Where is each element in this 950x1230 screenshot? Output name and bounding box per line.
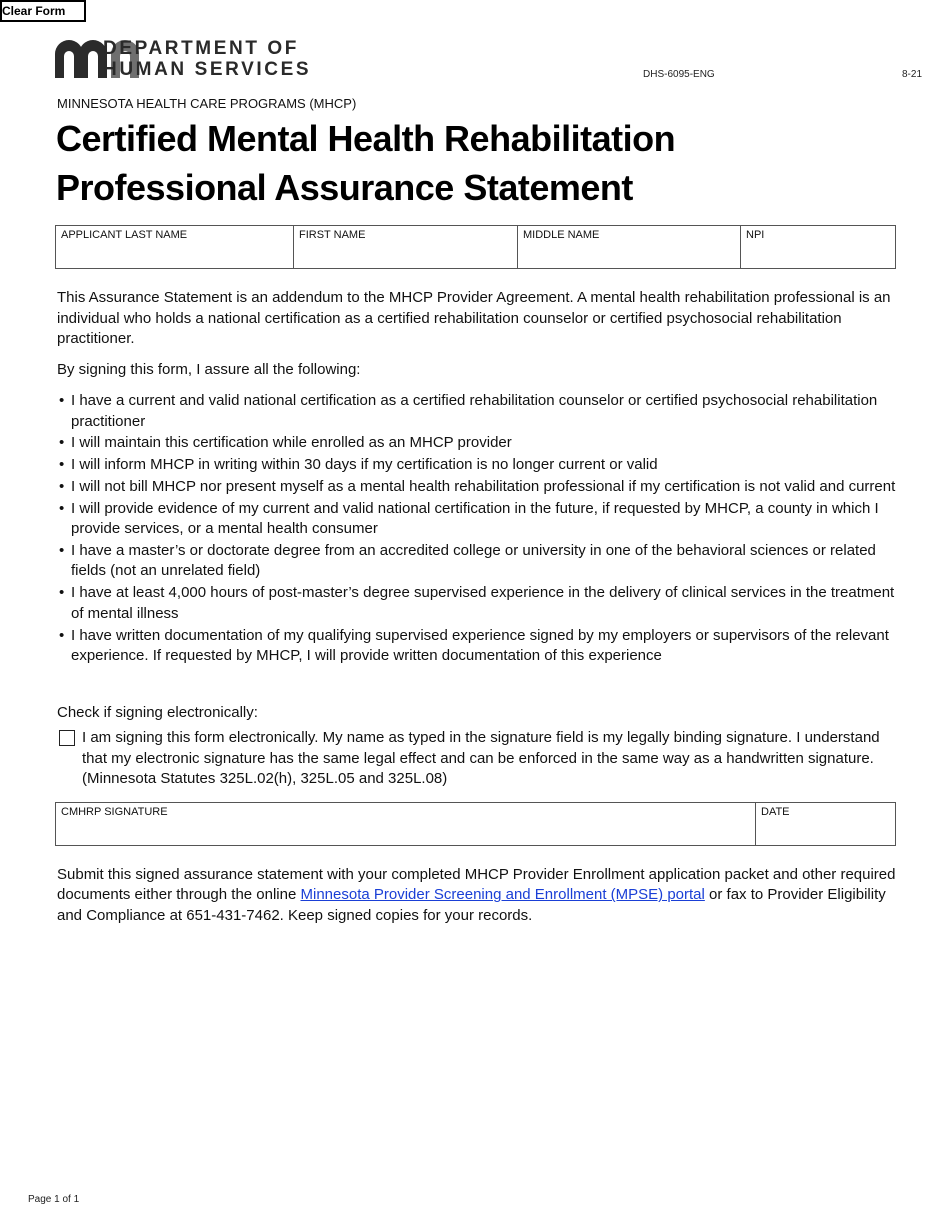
npi-field[interactable]	[741, 226, 896, 269]
middle-name-field[interactable]	[518, 226, 741, 269]
program-name: MINNESOTA HEALTH CARE PROGRAMS (MHCP)	[57, 96, 357, 111]
bullet-icon: •	[59, 392, 65, 409]
signature-field[interactable]	[56, 803, 756, 846]
list-item: • I will inform MHCP in writing within 30 days if my certification is no longer current or valid	[57, 455, 902, 476]
bullet-icon: •	[59, 477, 65, 495]
page-title	[56, 114, 856, 212]
list-item: • I will maintain this certification while enrolled as an MHCP provider	[57, 433, 902, 454]
list-item: • I have at least 4,000 hours of post-master’s degree supervised experience in the delivery of clinical services in the treatment of mental illness	[59, 584, 895, 622]
npi-label: NPI	[746, 229, 765, 241]
title-line-2: Professional Assurance Statement	[56, 167, 633, 208]
bullet-icon: •	[59, 584, 65, 602]
signature-label: CMHRP SIGNATURE	[61, 806, 168, 818]
submission-instructions	[57, 865, 907, 926]
applicant-name-table	[55, 225, 896, 269]
applicant-last-name-label: APPLICANT LAST NAME	[61, 229, 188, 241]
date-label: DATE	[761, 806, 790, 818]
bullet-icon: •	[59, 626, 65, 644]
list-item: • I will provide evidence of my current and valid national certification in the future, if requested by MHCP, a county in which I provide services, or a mental health consumer	[59, 499, 879, 538]
intro-paragraph: This Assurance Statement is an addendum to the MHCP Provider Agreement. A mental health rehabilitation professional is an individual who holds a national certification as a certified rehabilitation counselor or certified psychosocial rehabilitation practitioner.	[57, 289, 891, 347]
first-name-label: FIRST NAME	[299, 229, 366, 241]
submit-text-after: or fax to Provider Eligibility and Compliance at 651-431-7462. Keep signed copies for your records.	[57, 886, 886, 924]
department-name	[103, 38, 311, 80]
electronic-signing-label: Check if signing electronically:	[57, 704, 258, 721]
date-field[interactable]	[756, 803, 896, 846]
middle-name-label: MIDDLE NAME	[523, 229, 600, 241]
clear-form-button[interactable]: Clear Form	[0, 0, 86, 22]
title-line-1: Certified Mental Health Rehabilitation	[56, 118, 676, 159]
list-item: • I have a master’s or doctorate degree from an accredited college or university in one of the behavioral sciences or related fields (not an unrelated field)	[59, 541, 876, 580]
applicant-last-name-field[interactable]	[56, 226, 294, 269]
list-item: • I will not bill MHCP nor present myself as a mental health rehabilitation professional if my certification is not valid and current	[57, 477, 902, 498]
list-item: • I have written documentation of my qualifying supervised experience signed by my employers or supervisors of the relevant experience. If requested by MHCP, I will provide written documentation of this experience	[59, 626, 889, 665]
mpse-portal-link[interactable]: Minnesota Provider Screening and Enrollment (MPSE) portal	[300, 886, 705, 904]
electronic-signature-statement: I am signing this form electronically. My name as typed in the signature field is my legally binding signature. I understand that my electronic signature has the same legal effect and can be enforced in the same way as a handwritten signature. (Minnesota Statutes 325L.02(h), 325L.05 and 325L.08)	[82, 729, 880, 788]
form-revision-date: 8-21	[902, 69, 923, 80]
assurance-lead: By signing this form, I assure all the following:	[57, 361, 361, 378]
signature-table	[55, 802, 896, 846]
page-number: Page 1 of 1	[28, 1194, 80, 1205]
electronic-signature-checkbox[interactable]	[59, 730, 75, 746]
department-line-2: HUMAN SERVICES	[103, 59, 312, 80]
first-name-field[interactable]	[294, 226, 518, 269]
assurance-list	[57, 391, 902, 668]
bullet-icon: •	[59, 499, 65, 517]
list-item: • I have a current and valid national certification as a certified rehabilitation counselor or certified psychosocial rehabilitation practitioner	[59, 392, 878, 430]
department-line-1: DEPARTMENT OF	[103, 38, 299, 59]
bullet-icon: •	[59, 434, 65, 452]
form-id: DHS-6095-ENG	[643, 69, 715, 80]
bullet-icon: •	[59, 456, 65, 474]
bullet-icon: •	[59, 541, 65, 559]
submit-text-before: Submit this signed assurance statement with your completed MHCP Provider Enrollment application packet and other required documents either through the online	[57, 866, 896, 904]
